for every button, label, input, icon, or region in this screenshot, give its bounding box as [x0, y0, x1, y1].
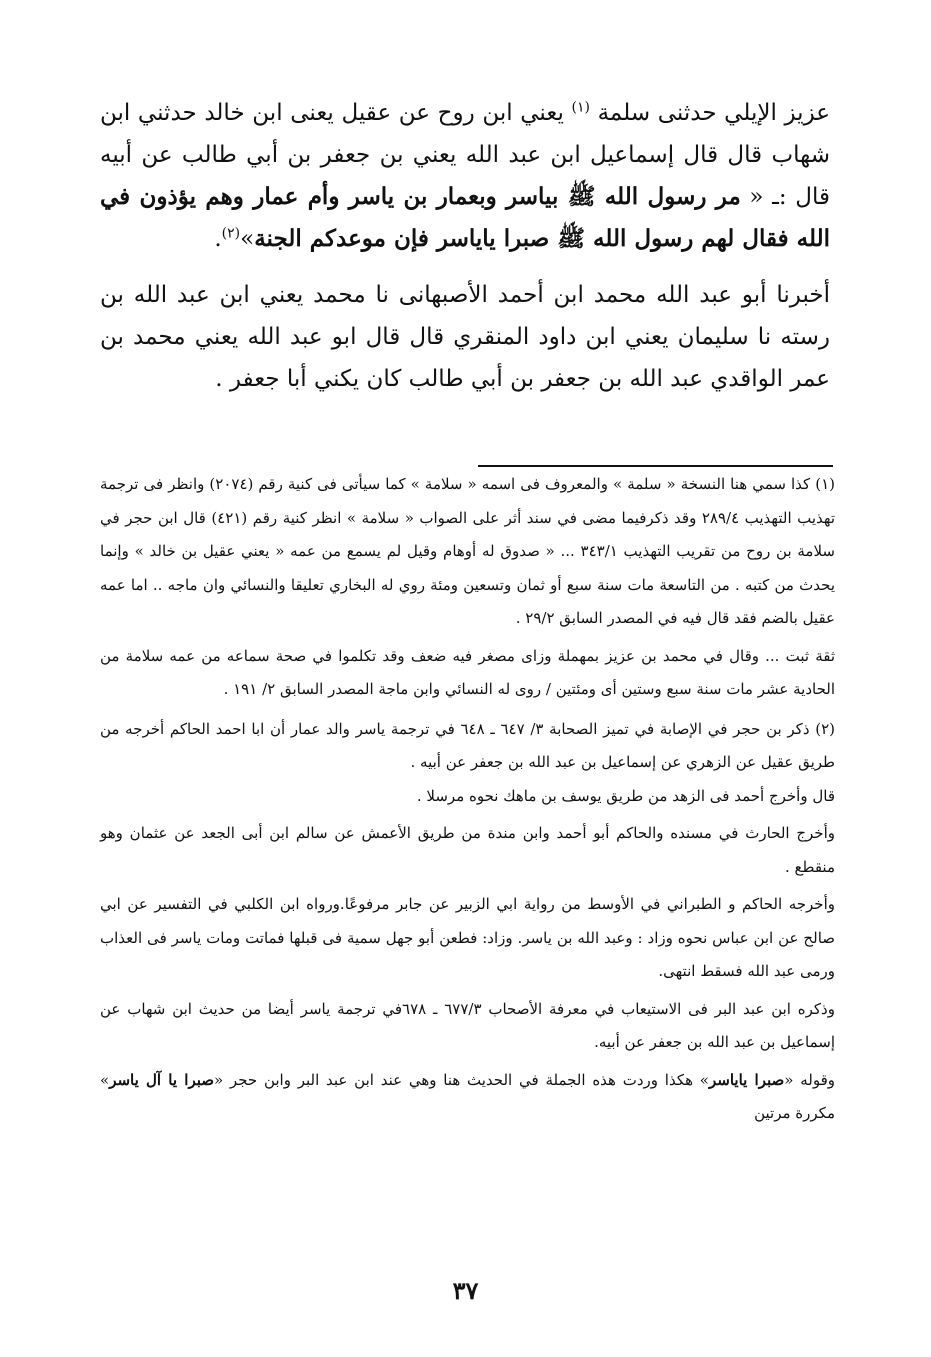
footnote-2-para-6 [100, 1064, 835, 1131]
footnote-2-para-2: قال وأخرج أحمد فى الزهد من طريق يوسف بن ماهك نحوه مرسلا . [416, 786, 835, 805]
footnote-ref-1[interactable]: (١) [571, 99, 590, 116]
footnote-2-para-4: وأخرجه الحاكم و الطبراني في الأوسط من رواية ابي الزبير عن جابر مرفوعًا.ورواه ابن الكلبي في التفسير عن ابي صالح عن ابن عباس نحوه وزاد : وعبد الله بن ياسر. وزاد: فطعن أبو جهل سمية فى قبلها فماتت ومات ياسر فى العذاب ورمى عبد الله فسقط انتهى. [100, 895, 835, 980]
footnote-2-text: (٢) ذكر بن حجر في الإصابة في تميز الصحابة ٣/ ٦٤٧ ـ ٦٤٨ في ترجمة ياسر والد عمار أن ابا احمد الحاكم أخرجه من طريق عقيل عن الزهري عن إسماعيل بن عبد الله بن جعفر عن أبيه . [100, 719, 835, 771]
fn2-p6-c: » هكذا وردت هذه الجملة في الحديث هنا وهي عند ابن عبد البر وابن حجر « [213, 1070, 709, 1089]
main-paragraph-2: أخبرنا أبو عبد الله محمد ابن أحمد الأصبهانى نا محمد يعني ابن عبد الله بن رسته نا سليمان يعني ابن داود المنقري قال قال ابو عبد الله يعني محمد بن عمر الواقدي عبد الله بن جعفر بن أبي طالب كان يكني أبا جعفر . [100, 282, 830, 392]
para1-text-middle: يعني ابن روح عن عقيل يعنى ابن خالد حدثني ابن شهاب قال قال إسماعيل ابن عبد الله يعني بن جعفر بن أبي طالب عن أبيه قال :ـ « [100, 100, 830, 210]
fn2-p6-quote-1: صبرا ياياسر [708, 1070, 785, 1089]
footnote-2-para-3: وأخرج الحارث في مسنده والحاكم أبو أحمد وابن مندة من طريق الأعمش عن سالم ابن أبى الجعد عن عثمان وهو منقطع . [100, 824, 835, 876]
fn2-p6-quote-2: صبرا يا آل ياسر [109, 1070, 214, 1089]
footnote-1-text: (١) كذا سمي هنا النسخة « سلمة » والمعروف فى اسمه « سلامة » كما سيأتى فى كنية رقم (٢٠٧٤) وانظر فى ترجمة تهذيب التهذيب ٢٨٩/٤ وقد ذكرفيما مضى في سند أثر على الصواب « سلامة » انظر كنية رقم (٤٢١) قال ابن حجر في سلامة بن روح من تقريب التهذيب ٣٤٣/١ ... « صدوق له أوهام وقيل لم يسمع من عمه « يعني عقيل بن خالد » وإنما يحدث من كتبه . من التاسعة مات سنة سبع أو ثمان وتسعين ومئة روي له البخاري تعليقا والنسائي وان ماجه .. اما عمه عقيل بالضم فقد قال فيه في المصدر السابق ٢٩/٢ . [100, 475, 836, 627]
fn2-p6-a: وقوله « [784, 1070, 835, 1089]
footnote-2-para-5: وذكره ابن عبد البر فى الاستيعاب في معرفة الأصحاب ٦٧٧/٣ ـ ٦٧٨في ترجمة ياسر أيضا من حديث ابن شهاب عن إسماعيل بن عبد الله بن جعفر عن أبيه. [100, 999, 835, 1051]
footnote-1-continued: ثقة ثبت ... وقال في محمد بن عزيز بمهملة وزاى مصغر فيه ضعف وقد تكلموا في صحة سماعه من عمه سلامة من الحادية عشر مات سنة سبع وستين أى ومئتين / روى له النسائي وابن ماجة المصدر السابق ٢/ ١٩١ . [100, 646, 835, 698]
hadith-quote: مر رسول الله ﷺ بياسر وبعمار بن ياسر وأم عمار وهم يؤذون في الله فقال لهم رسول الله ﷺ صبرا ياياسر فإن موعدكم الجنة [100, 183, 830, 252]
main-paragraph-1 [100, 92, 830, 260]
footnotes [100, 468, 835, 1131]
quote-close: » [240, 226, 255, 252]
para1-text-start: عزيز الإيلي حدثنى سلمة [589, 100, 830, 126]
page-number: ٣٧ [452, 1276, 479, 1305]
fn2-p6-e: » مكررة مرتين [100, 1070, 835, 1122]
para1-end: . [214, 226, 222, 252]
main-text [100, 92, 830, 400]
footnote-ref-2[interactable]: (٢) [221, 225, 241, 242]
footnote-separator [478, 465, 833, 467]
